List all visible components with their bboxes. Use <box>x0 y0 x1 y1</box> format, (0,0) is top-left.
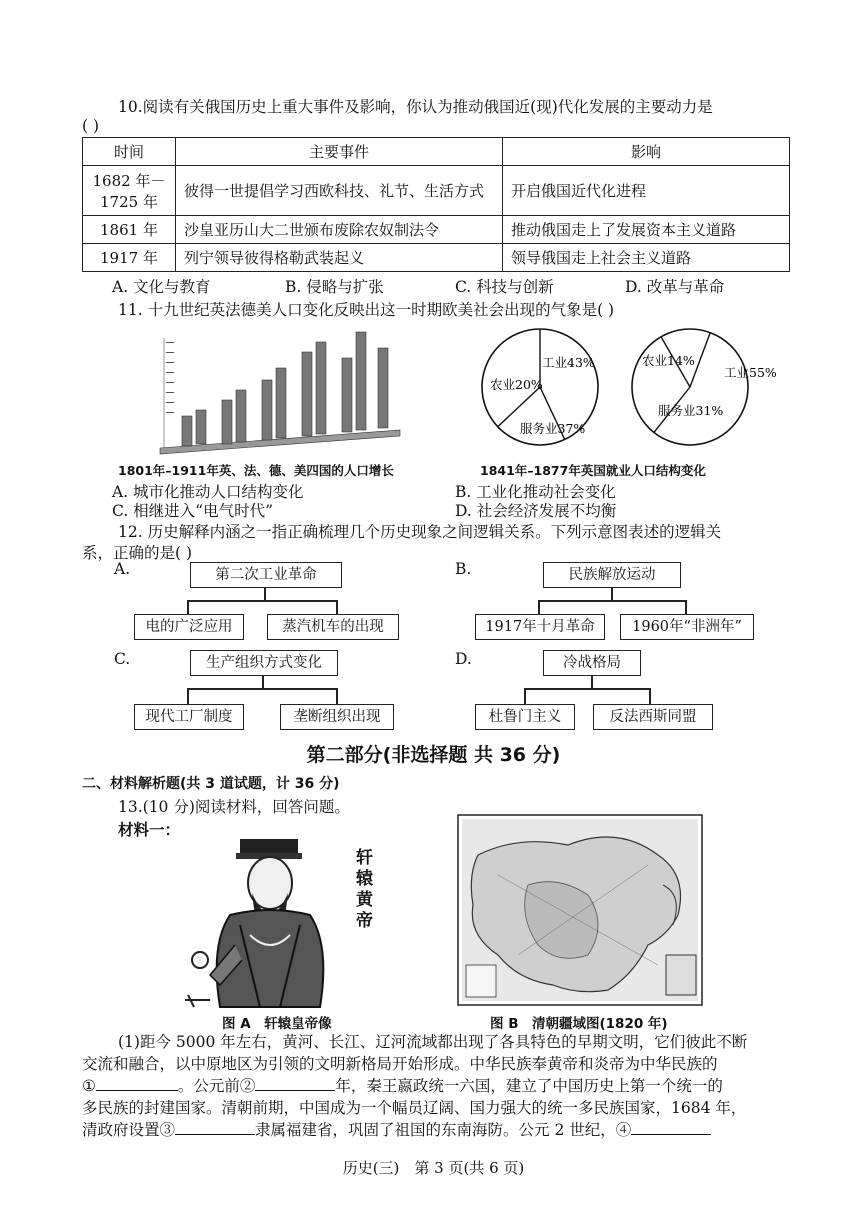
q12-stem-line2: 系，正确的是( ) <box>82 544 193 562</box>
diagram-a-top: 第二次工业革命 <box>190 562 342 588</box>
table-cell: 彼得一世提倡学习西欧科技、礼节、生活方式 <box>176 166 503 216</box>
table-header: 主要事件 <box>176 138 503 166</box>
q13-sub1-line4: 多民族的封建国家。清朝前期，中国成为一个幅员辽阔、国力强大的统一多民族国家，1684 年， <box>82 1099 747 1117</box>
chart1-caption: 1801年–1911年英、法、德、美四国的人口增长 <box>118 463 394 478</box>
diagram-c-top: 生产组织方式变化 <box>190 650 338 676</box>
table-cell: 开启俄国近代化进程 <box>503 166 790 216</box>
material1-label: 材料一： <box>118 821 181 839</box>
q11-option-b: B. 工业化推动社会变化 <box>455 483 616 501</box>
q10-option-a: A. 文化与教育 <box>112 278 211 296</box>
huangdi-portrait-image <box>180 835 350 1007</box>
diagram-b-label: B. <box>455 560 472 578</box>
answer-blank-4[interactable] <box>631 1120 711 1135</box>
diagram-a-right: 蒸汽机车的出现 <box>267 614 399 640</box>
q10-option-d: D. 改革与革命 <box>625 278 725 296</box>
diagram-b-left: 1917年十月革命 <box>475 614 605 640</box>
table-cell: 沙皇亚历山大二世颁布废除农奴制法令 <box>176 216 503 244</box>
pie-data-label: 农业14% <box>642 353 695 368</box>
pie-data-label: 服务业31% <box>658 403 724 418</box>
q10-option-c: C. 科技与创新 <box>455 278 554 296</box>
table-cell: 推动俄国走上了发展资本主义道路 <box>503 216 790 244</box>
q13-sub1-line3: ① 。公元前② 年，秦王嬴政统一六国，建立了中国历史上第一个统一的 <box>82 1077 723 1095</box>
pie-data-label: 工业43% <box>542 355 595 370</box>
figure-b-caption: 图 B 清朝疆域图(1820 年) <box>490 1016 668 1032</box>
table-header: 时间 <box>83 138 176 166</box>
pie-data-label: 服务业37% <box>520 421 586 436</box>
diagram-a-left: 电的广泛应用 <box>134 614 244 640</box>
figure-a-caption: 图 A 轩辕皇帝像 <box>222 1016 332 1032</box>
answer-blank-2[interactable] <box>255 1076 335 1091</box>
q10-stem: 10.阅读有关俄国历史上重大事件及影响，你认为推动俄国近(现)代化发展的主要动力是 <box>118 98 713 116</box>
table-cell: 列宁领导彼得格勒武装起义 <box>176 244 503 272</box>
table-cell: 1917 年 <box>83 244 176 272</box>
diagram-b-right: 1960年“非洲年” <box>620 614 754 640</box>
table-cell: 1682 年－1725 年 <box>83 166 176 216</box>
answer-blank-1[interactable] <box>96 1076 178 1091</box>
diagram-d-left: 杜鲁门主义 <box>475 704 575 730</box>
q10-option-b: B. 侵略与扩张 <box>285 278 384 296</box>
pie-data-label: 农业20% <box>490 377 543 392</box>
population-bar-chart-image <box>150 318 410 458</box>
table-cell: 1861 年 <box>83 216 176 244</box>
q13-sub1-line2: 交流和融合，以中原地区为引领的文明新格局开始形成。中华民族奉黄帝和炎帝为中华民族的 <box>82 1055 718 1073</box>
pie-chart-1877 <box>620 325 777 455</box>
diagram-a-label: A. <box>114 560 131 578</box>
part2-title: 第二部分(非选择题 共 36 分) <box>306 744 561 766</box>
q11-option-d: D. 社会经济发展不均衡 <box>455 502 617 520</box>
diagram-b-top: 民族解放运动 <box>543 562 681 588</box>
page-footer: 历史(三) 第 3 页(共 6 页) <box>342 1159 525 1177</box>
diagram-c-left: 现代工厂制度 <box>134 704 244 730</box>
diagram-d-top: 冷战格局 <box>543 650 641 676</box>
q10-table <box>82 137 790 272</box>
diagram-c-label: C. <box>114 650 131 668</box>
diagram-d-right: 反法西斯同盟 <box>593 704 713 730</box>
qing-territory-map-image <box>458 815 702 1005</box>
q13-sub1-line1: (1)距今 5000 年左右，黄河、长江、辽河流域都出现了各具特色的早期文明，它们彼此不断 <box>118 1033 748 1051</box>
diagram-d-label: D. <box>455 650 472 668</box>
q12-stem-line1: 12. 历史解释内涵之一指正确梳理几个历史现象之间逻辑关系。下列示意图表述的逻辑关 <box>118 523 722 541</box>
chart2-caption: 1841年–1877年英国就业人口结构变化 <box>480 463 706 478</box>
q11-stem: 11. 十九世纪英法德美人口变化反映出这一时期欧美社会出现的气象是( ) <box>118 301 615 319</box>
table-header: 影响 <box>503 138 790 166</box>
pie-data-label: 工业55% <box>724 365 777 380</box>
q13-sub1-line5: 清政府设置③ 隶属福建省，巩固了祖国的东南海防。公元 2 世纪，④ <box>82 1118 711 1140</box>
q11-option-a: A. 城市化推动人口结构变化 <box>112 483 304 501</box>
q10-answer-paren: ( ) <box>82 117 100 135</box>
huangdi-vertical-title: 轩辕黄帝 <box>356 848 373 931</box>
q13-stem: 13.(10 分)阅读材料，回答问题。 <box>118 798 350 816</box>
diagram-c-right: 垄断组织出现 <box>280 704 394 730</box>
section-heading: 二、材料解析题(共 3 道试题，计 36 分) <box>82 776 340 792</box>
table-cell: 领导俄国走上社会主义道路 <box>503 244 790 272</box>
q11-option-c: C. 相继进入“电气时代” <box>112 502 274 520</box>
pie-chart-1841 <box>470 325 610 455</box>
answer-blank-3[interactable] <box>175 1120 255 1135</box>
